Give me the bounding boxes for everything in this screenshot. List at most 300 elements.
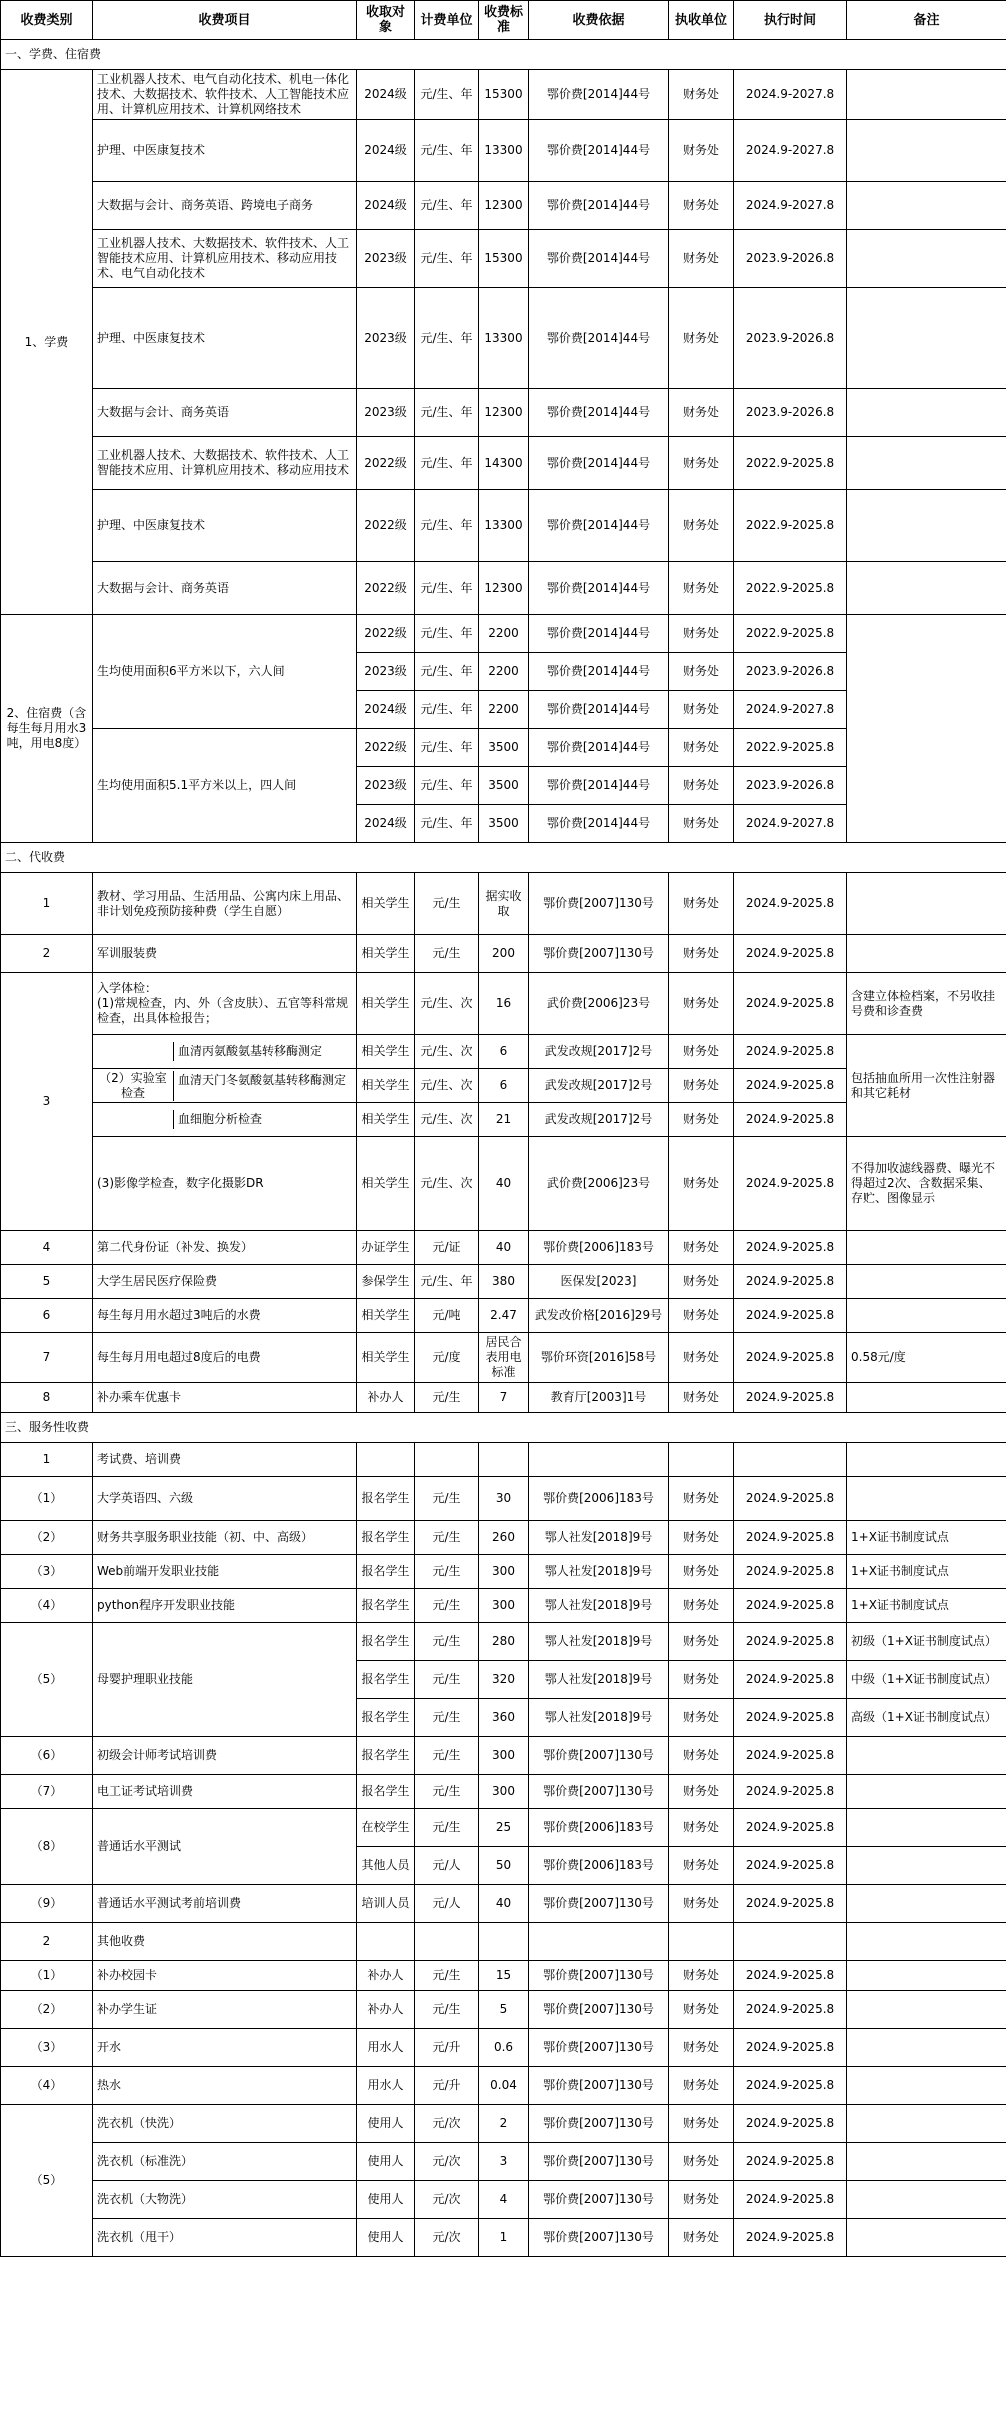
cell-collector: 财务处 xyxy=(669,490,734,562)
cell-note xyxy=(847,2143,1006,2181)
cell-collector: 财务处 xyxy=(669,935,734,973)
cell-target: 相关学生 xyxy=(357,1137,415,1231)
cell-item: 补办校园卡 xyxy=(93,1961,357,1991)
cell-target: 相关学生 xyxy=(357,1299,415,1333)
cell-standard: 50 xyxy=(479,1847,529,1885)
section-row xyxy=(1,1413,1006,1443)
cell-standard: 320 xyxy=(479,1661,529,1699)
cell-item: 每生每月用电超过8度后的电费 xyxy=(93,1333,357,1383)
cell-collector: 财务处 xyxy=(669,1299,734,1333)
cell-collector: 财务处 xyxy=(669,1231,734,1265)
cell-unit: 元/生 xyxy=(415,1383,479,1413)
col-header-target: 收取对象 xyxy=(357,1,415,40)
section-row xyxy=(1,40,1006,70)
cell-standard: 12300 xyxy=(479,182,529,230)
empty-cell xyxy=(479,1443,529,1477)
cell-category: 1、学费 xyxy=(1,70,93,615)
cell-period: 2024.9-2025.8 xyxy=(734,2219,847,2257)
cell-basis: 教育厅[2003]1号 xyxy=(529,1383,669,1413)
cell-period: 2024.9-2025.8 xyxy=(734,1623,847,1661)
cell-basis: 鄂人社发[2018]9号 xyxy=(529,1699,669,1737)
cell-basis: 鄂价费[2007]130号 xyxy=(529,1991,669,2029)
cell-basis: 鄂价费[2014]44号 xyxy=(529,615,669,653)
cell-unit: 元/生、次 xyxy=(415,1035,479,1069)
cell-unit: 元/生、年 xyxy=(415,490,479,562)
cell-basis: 鄂价费[2007]130号 xyxy=(529,2181,669,2219)
cell-item: 母婴护理职业技能 xyxy=(93,1623,357,1737)
cell-period: 2024.9-2025.8 xyxy=(734,1555,847,1589)
cell-note xyxy=(847,490,1006,562)
cell-note xyxy=(847,562,1006,615)
cell-note xyxy=(847,120,1006,182)
tuition-row xyxy=(1,389,1006,437)
cell-note: 中级（1+X证书制度试点） xyxy=(847,1661,1006,1699)
cell-standard: 3500 xyxy=(479,767,529,805)
section-title: 一、学费、住宿费 xyxy=(1,40,1006,70)
cell-basis: 鄂价费[2014]44号 xyxy=(529,767,669,805)
tuition-row xyxy=(1,437,1006,490)
table-row xyxy=(1,1589,1006,1623)
cell-number: （5） xyxy=(1,1623,93,1737)
cell-collector: 财务处 xyxy=(669,288,734,389)
cell-standard: 13300 xyxy=(479,490,529,562)
cell-number: 5 xyxy=(1,1265,93,1299)
cell-period: 2024.9-2025.8 xyxy=(734,1035,847,1069)
cell-basis: 武发改规[2017]2号 xyxy=(529,1103,669,1137)
cell-period: 2024.9-2025.8 xyxy=(734,1809,847,1847)
cell-target: 2022级 xyxy=(357,729,415,767)
cell-collector: 财务处 xyxy=(669,2067,734,2105)
cell-number: 2 xyxy=(1,1923,93,1961)
cell-basis: 鄂价环资[2016]58号 xyxy=(529,1333,669,1383)
cell-period: 2024.9-2025.8 xyxy=(734,1069,847,1103)
cell-unit: 元/生、年 xyxy=(415,437,479,490)
cell-collector: 财务处 xyxy=(669,1383,734,1413)
empty-cell xyxy=(415,1443,479,1477)
cell-item: 普通话水平测试 xyxy=(93,1809,357,1885)
cell-unit: 元/生 xyxy=(415,1623,479,1661)
cell-collector: 财务处 xyxy=(669,1521,734,1555)
cell-number: （3） xyxy=(1,1555,93,1589)
cell-item: 大数据与会计、商务英语、跨境电子商务 xyxy=(93,182,357,230)
cell-period: 2024.9-2025.8 xyxy=(734,1383,847,1413)
cell-item: 每生每月用水超过3吨后的水费 xyxy=(93,1299,357,1333)
cell-basis: 鄂价费[2007]130号 xyxy=(529,1885,669,1923)
cell-target: 使用人 xyxy=(357,2181,415,2219)
table-row xyxy=(1,1737,1006,1775)
cell-note xyxy=(847,2219,1006,2257)
col-header-note: 备注 xyxy=(847,1,1006,40)
cell-basis: 鄂价费[2007]130号 xyxy=(529,2143,669,2181)
cell-collector: 财务处 xyxy=(669,1035,734,1069)
cell-collector: 财务处 xyxy=(669,1847,734,1885)
cell-collector: 财务处 xyxy=(669,2181,734,2219)
cell-period: 2024.9-2025.8 xyxy=(734,1589,847,1623)
tuition-row xyxy=(1,120,1006,182)
cell-collector: 财务处 xyxy=(669,1885,734,1923)
cell-standard: 15300 xyxy=(479,230,529,288)
cell-target: 使用人 xyxy=(357,2143,415,2181)
table-row xyxy=(1,1885,1006,1923)
cell-note xyxy=(847,1383,1006,1413)
cell-period: 2024.9-2025.8 xyxy=(734,1885,847,1923)
cell-number: （3） xyxy=(1,2029,93,2067)
cell-basis: 鄂价费[2014]44号 xyxy=(529,490,669,562)
cell-unit: 元/生 xyxy=(415,1589,479,1623)
cell-standard: 300 xyxy=(479,1589,529,1623)
cell-standard: 280 xyxy=(479,1623,529,1661)
cell-period: 2024.9-2025.8 xyxy=(734,2029,847,2067)
cell-item: 补办学生证 xyxy=(93,1991,357,2029)
cell-item: 护理、中医康复技术 xyxy=(93,120,357,182)
cell-collector: 财务处 xyxy=(669,389,734,437)
col-header-period: 执行时间 xyxy=(734,1,847,40)
cell-collector: 财务处 xyxy=(669,230,734,288)
col-header-category: 收费类别 xyxy=(1,1,93,40)
cell-target: 相关学生 xyxy=(357,873,415,935)
cell-unit: 元/生、年 xyxy=(415,653,479,691)
cell-period: 2023.9-2026.8 xyxy=(734,653,847,691)
cell-target: 使用人 xyxy=(357,2219,415,2257)
cell-basis: 鄂价费[2014]44号 xyxy=(529,653,669,691)
cell-collector: 财务处 xyxy=(669,437,734,490)
cell-target: 相关学生 xyxy=(357,935,415,973)
cell-standard: 40 xyxy=(479,1137,529,1231)
cell-item: 军训服装费 xyxy=(93,935,357,973)
cell-collector: 财务处 xyxy=(669,873,734,935)
cell-standard: 2.47 xyxy=(479,1299,529,1333)
tuition-row xyxy=(1,562,1006,615)
cell-basis: 鄂价费[2014]44号 xyxy=(529,389,669,437)
cell-item: 入学体检： (1)常规检查，内、外（含皮肤）、五官等科常规检查，出具体检报告； xyxy=(93,973,357,1035)
cell-standard: 2200 xyxy=(479,691,529,729)
cell-period: 2023.9-2026.8 xyxy=(734,288,847,389)
cell-basis: 鄂价费[2014]44号 xyxy=(529,805,669,843)
cell-unit: 元/生 xyxy=(415,1521,479,1555)
cell-number: （6） xyxy=(1,1737,93,1775)
cell-number: （2） xyxy=(1,1991,93,2029)
cell-period: 2024.9-2025.8 xyxy=(734,2181,847,2219)
cell-period: 2024.9-2025.8 xyxy=(734,1521,847,1555)
cell-basis: 鄂价费[2007]130号 xyxy=(529,1775,669,1809)
cell-period: 2024.9-2025.8 xyxy=(734,1961,847,1991)
cell-target: 报名学生 xyxy=(357,1623,415,1661)
cell-collector: 财务处 xyxy=(669,1961,734,1991)
lab-test-name: 血清丙氨酸氨基转移酶测定 xyxy=(178,1044,323,1058)
cell-basis: 鄂人社发[2018]9号 xyxy=(529,1555,669,1589)
cell-collector: 财务处 xyxy=(669,1775,734,1809)
cell-unit: 元/生、年 xyxy=(415,615,479,653)
cell-target: 2024级 xyxy=(357,805,415,843)
cell-item: 热水 xyxy=(93,2067,357,2105)
cell-target: 相关学生 xyxy=(357,973,415,1035)
cell-number: （7） xyxy=(1,1775,93,1809)
cell-target: 2022级 xyxy=(357,562,415,615)
cell-item: Web前端开发职业技能 xyxy=(93,1555,357,1589)
cell-item: 工业机器人技术、电气自动化技术、机电一体化技术、大数据技术、软件技术、人工智能技术应用、计算机应用技术、计算机网络技术 xyxy=(93,70,357,120)
table-row xyxy=(1,1775,1006,1809)
empty-cell xyxy=(479,1923,529,1961)
table-row xyxy=(1,1991,1006,2029)
cell-target: 2024级 xyxy=(357,182,415,230)
cell-standard: 3 xyxy=(479,2143,529,2181)
cell-target: 培训人员 xyxy=(357,1885,415,1923)
cell-collector: 财务处 xyxy=(669,2105,734,2143)
cell-note: 1+X证书制度试点 xyxy=(847,1521,1006,1555)
cell-standard: 380 xyxy=(479,1265,529,1299)
cell-note xyxy=(847,1991,1006,2029)
table-row xyxy=(1,1383,1006,1413)
cell-item: 第二代身份证（补发、换发） xyxy=(93,1231,357,1265)
cell-basis: 鄂人社发[2018]9号 xyxy=(529,1589,669,1623)
cell-unit: 元/生、年 xyxy=(415,288,479,389)
cell-unit: 元/生 xyxy=(415,1699,479,1737)
cell-number: 7 xyxy=(1,1333,93,1383)
empty-cell xyxy=(734,1443,847,1477)
cell-note: 包括抽血所用一次性注射器和其它耗材 xyxy=(847,1035,1006,1137)
table-row xyxy=(1,2181,1006,2219)
cell-collector: 财务处 xyxy=(669,70,734,120)
cell-note xyxy=(847,1477,1006,1521)
section-title: 二、代收费 xyxy=(1,843,1006,873)
cell-standard: 3500 xyxy=(479,729,529,767)
cell-target: 相关学生 xyxy=(357,1103,415,1137)
col-header-standard: 收费标准 xyxy=(479,1,529,40)
cell-period: 2024.9-2025.8 xyxy=(734,935,847,973)
cell-target: 使用人 xyxy=(357,2105,415,2143)
table-row xyxy=(1,1809,1006,1847)
cell-collector: 财务处 xyxy=(669,615,734,653)
cell-unit: 元/生、年 xyxy=(415,767,479,805)
medical-exam-row xyxy=(1,973,1006,1035)
table-row xyxy=(1,1623,1006,1661)
table-row xyxy=(1,2029,1006,2067)
cell-period: 2024.9-2025.8 xyxy=(734,2105,847,2143)
cell-period: 2024.9-2027.8 xyxy=(734,805,847,843)
cell-target: 用水人 xyxy=(357,2067,415,2105)
cell-basis: 武价费[2006]23号 xyxy=(529,973,669,1035)
cell-note: 1+X证书制度试点 xyxy=(847,1589,1006,1623)
col-header-item: 收费项目 xyxy=(93,1,357,40)
cell-collector: 财务处 xyxy=(669,805,734,843)
cell-period: 2024.9-2025.8 xyxy=(734,1231,847,1265)
cell-basis: 鄂价费[2007]130号 xyxy=(529,1961,669,1991)
empty-note-cell xyxy=(847,615,1006,843)
cell-basis: 鄂价费[2014]44号 xyxy=(529,691,669,729)
cell-basis: 鄂人社发[2018]9号 xyxy=(529,1623,669,1661)
cell-number: 1 xyxy=(1,1443,93,1477)
cell-unit: 元/生 xyxy=(415,1477,479,1521)
cell-number: 2 xyxy=(1,935,93,973)
cell-collector: 财务处 xyxy=(669,653,734,691)
col-header-collector: 执收单位 xyxy=(669,1,734,40)
cell-collector: 财务处 xyxy=(669,2143,734,2181)
cell-unit: 元/次 xyxy=(415,2181,479,2219)
cell-period: 2024.9-2025.8 xyxy=(734,873,847,935)
cell-basis: 武发改规[2017]2号 xyxy=(529,1035,669,1069)
lab-test-cell xyxy=(93,1069,357,1103)
lab-test-cell xyxy=(93,1103,357,1137)
cell-item: 护理、中医康复技术 xyxy=(93,490,357,562)
cell-item: 补办乘车优惠卡 xyxy=(93,1383,357,1413)
cell-unit: 元/生 xyxy=(415,873,479,935)
cell-period: 2024.9-2025.8 xyxy=(734,1333,847,1383)
cell-collector: 财务处 xyxy=(669,691,734,729)
cell-standard: 40 xyxy=(479,1885,529,1923)
cell-collector: 财务处 xyxy=(669,1555,734,1589)
cell-standard: 2200 xyxy=(479,653,529,691)
lab-test-name: 血细胞分析检查 xyxy=(178,1112,263,1126)
cell-period: 2024.9-2025.8 xyxy=(734,1137,847,1231)
cell-item: 生均使用面积5.1平方米以上，四人间 xyxy=(93,729,357,843)
table-row xyxy=(1,1521,1006,1555)
cell-target: 2023级 xyxy=(357,653,415,691)
table-row xyxy=(1,873,1006,935)
cell-collector: 财务处 xyxy=(669,1333,734,1383)
cell-standard: 7 xyxy=(479,1383,529,1413)
lab-check-label xyxy=(93,1042,174,1061)
cell-basis: 鄂价费[2007]130号 xyxy=(529,935,669,973)
cell-unit: 元/生 xyxy=(415,1961,479,1991)
cell-item: 财务共享服务职业技能（初、中、高级） xyxy=(93,1521,357,1555)
section-row xyxy=(1,843,1006,873)
cell-item: 工业机器人技术、大数据技术、软件技术、人工智能技术应用、计算机应用技术、移动应用技术、电气自动化技术 xyxy=(93,230,357,288)
cell-basis: 鄂价费[2007]130号 xyxy=(529,1737,669,1775)
cell-target: 办证学生 xyxy=(357,1231,415,1265)
cell-item: 电工证考试培训费 xyxy=(93,1775,357,1809)
cell-standard: 300 xyxy=(479,1737,529,1775)
cell-number: （8） xyxy=(1,1809,93,1885)
cell-item: 普通话水平测试考前培训费 xyxy=(93,1885,357,1923)
cell-period: 2022.9-2025.8 xyxy=(734,562,847,615)
cell-note xyxy=(847,1809,1006,1847)
cell-note xyxy=(847,935,1006,973)
tuition-row xyxy=(1,230,1006,288)
cell-basis: 鄂价费[2006]183号 xyxy=(529,1809,669,1847)
cell-unit: 元/次 xyxy=(415,2143,479,2181)
empty-cell xyxy=(415,1923,479,1961)
cell-number: 4 xyxy=(1,1231,93,1265)
cell-period: 2024.9-2025.8 xyxy=(734,1775,847,1809)
empty-cell xyxy=(669,1923,734,1961)
cell-period: 2022.9-2025.8 xyxy=(734,437,847,490)
cell-number: （4） xyxy=(1,2067,93,2105)
cell-unit: 元/生、年 xyxy=(415,805,479,843)
cell-item: 洗衣机（大物洗） xyxy=(93,2181,357,2219)
cell-unit: 元/生 xyxy=(415,1661,479,1699)
cell-basis: 武发改规[2017]2号 xyxy=(529,1069,669,1103)
cell-item: python程序开发职业技能 xyxy=(93,1589,357,1623)
cell-period: 2024.9-2025.8 xyxy=(734,1265,847,1299)
cell-collector: 财务处 xyxy=(669,182,734,230)
cell-target: 相关学生 xyxy=(357,1333,415,1383)
cell-note xyxy=(847,1961,1006,1991)
table-row xyxy=(1,935,1006,973)
cell-target: 报名学生 xyxy=(357,1589,415,1623)
cell-basis: 鄂价费[2014]44号 xyxy=(529,288,669,389)
cell-period: 2024.9-2027.8 xyxy=(734,70,847,120)
table-row xyxy=(1,1299,1006,1333)
cell-collector: 财务处 xyxy=(669,2029,734,2067)
cell-basis: 鄂价费[2006]183号 xyxy=(529,1477,669,1521)
cell-unit: 元/升 xyxy=(415,2029,479,2067)
cell-period: 2024.9-2025.8 xyxy=(734,2143,847,2181)
cell-target: 2022级 xyxy=(357,490,415,562)
cell-basis: 鄂价费[2014]44号 xyxy=(529,70,669,120)
tuition-row xyxy=(1,182,1006,230)
cell-unit: 元/生、次 xyxy=(415,1069,479,1103)
cell-item: 洗衣机（甩干） xyxy=(93,2219,357,2257)
lab-test-row xyxy=(1,1035,1006,1069)
group-row xyxy=(1,1443,1006,1477)
cell-target: 2023级 xyxy=(357,389,415,437)
cell-standard: 25 xyxy=(479,1809,529,1847)
tuition-row xyxy=(1,70,1006,120)
cell-unit: 元/生 xyxy=(415,1775,479,1809)
cell-collector: 财务处 xyxy=(669,1589,734,1623)
table-row xyxy=(1,2143,1006,2181)
cell-standard: 0.04 xyxy=(479,2067,529,2105)
cell-note: 高级（1+X证书制度试点） xyxy=(847,1699,1006,1737)
cell-collector: 财务处 xyxy=(669,2219,734,2257)
cell-standard: 16 xyxy=(479,973,529,1035)
cell-unit: 元/生 xyxy=(415,1737,479,1775)
group-row xyxy=(1,1923,1006,1961)
cell-note xyxy=(847,2029,1006,2067)
cell-number: （1） xyxy=(1,1477,93,1521)
cell-item: 工业机器人技术、大数据技术、软件技术、人工智能技术应用、计算机应用技术、移动应用技术 xyxy=(93,437,357,490)
tuition-row xyxy=(1,490,1006,562)
cell-note xyxy=(847,1265,1006,1299)
cell-standard: 居民合表用电标准 xyxy=(479,1333,529,1383)
table-row xyxy=(1,2105,1006,2143)
cell-target: 报名学生 xyxy=(357,1737,415,1775)
cell-unit: 元/生、年 xyxy=(415,691,479,729)
empty-cell xyxy=(357,1923,415,1961)
cell-target: 报名学生 xyxy=(357,1699,415,1737)
cell-target: 用水人 xyxy=(357,2029,415,2067)
cell-period: 2022.9-2025.8 xyxy=(734,729,847,767)
cell-note xyxy=(847,1775,1006,1809)
cell-basis: 鄂价费[2014]44号 xyxy=(529,437,669,490)
cell-target: 报名学生 xyxy=(357,1555,415,1589)
cell-number: （9） xyxy=(1,1885,93,1923)
cell-item: 大数据与会计、商务英语 xyxy=(93,562,357,615)
table-row xyxy=(1,1231,1006,1265)
cell-unit: 元/升 xyxy=(415,2067,479,2105)
cell-note xyxy=(847,873,1006,935)
cell-note: 0.58元/度 xyxy=(847,1333,1006,1383)
cell-basis: 鄂价费[2014]44号 xyxy=(529,729,669,767)
cell-basis: 鄂价费[2006]183号 xyxy=(529,1231,669,1265)
cell-period: 2024.9-2025.8 xyxy=(734,1661,847,1699)
cell-target: 2022级 xyxy=(357,437,415,490)
cell-basis: 鄂价费[2006]183号 xyxy=(529,1847,669,1885)
empty-cell xyxy=(847,1443,1006,1477)
cell-note xyxy=(847,288,1006,389)
cell-target: 2024级 xyxy=(357,691,415,729)
cell-standard: 13300 xyxy=(479,288,529,389)
table-row xyxy=(1,2219,1006,2257)
cell-basis: 鄂人社发[2018]9号 xyxy=(529,1661,669,1699)
cell-standard: 5 xyxy=(479,1991,529,2029)
cell-basis: 鄂价费[2007]130号 xyxy=(529,2219,669,2257)
lab-check-label-spacer: （2）实验室检查 xyxy=(93,1071,174,1101)
section-title: 三、服务性收费 xyxy=(1,1413,1006,1443)
cell-target: 2022级 xyxy=(357,615,415,653)
table-row xyxy=(1,1265,1006,1299)
cell-unit: 元/次 xyxy=(415,2105,479,2143)
